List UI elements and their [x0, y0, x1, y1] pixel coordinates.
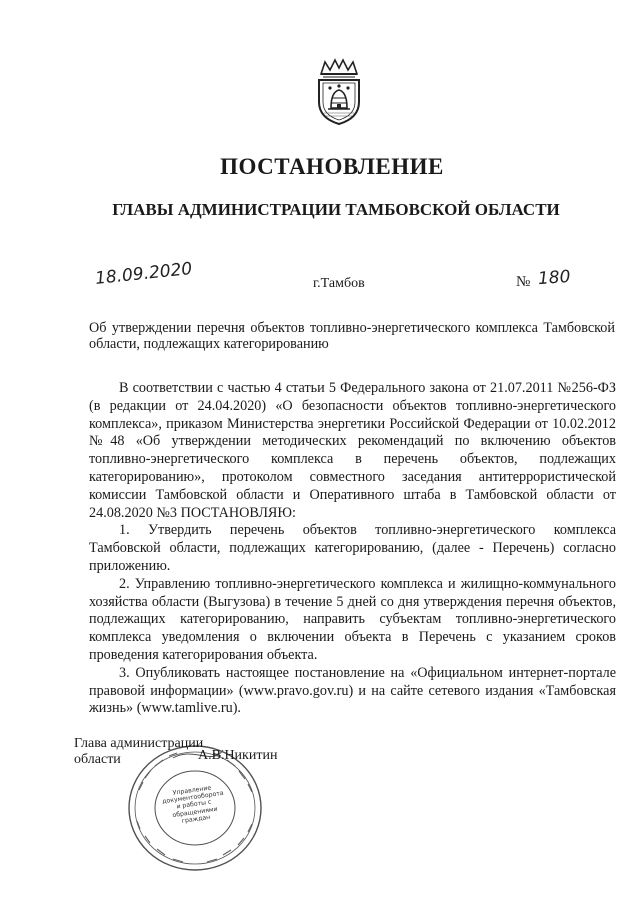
resolution-item-1: 1. Утвердить перечень объектов топливно-энергетического комплекса Тамбовской области, подлежащих категорированию, (далее - Перечень) согласно приложению.: [89, 522, 616, 574]
preamble-paragraph: В соответствии с частью 4 статьи 5 Федерального закона от 21.07.2011 №256-ФЗ (в редакции от 24.04.2020) «О безопасности объектов топливно-энергетического комплекса», приказом Министерства энергетики Российской Федерации от 10.02.2012 №48 «Об утверждении методических рекомендаций по включению объектов топливно-энергетического комплекса в перечень объектов, подлежащих категорированию», протоколом совместного заседания антитеррористической комиссии Тамбовской области и Оперативного штаба в Тамбовской области от 24.08.2020 №3 ПОСТАНОВЛЯЮ:: [89, 380, 616, 521]
signatory-name: А.В.Никитин: [198, 748, 278, 763]
signature-title-line1: Глава администрации: [74, 736, 204, 751]
document-date: 18.09.2020: [94, 258, 194, 290]
stamp-center-text: Управление документооборота и работы с обращениями граждан: [161, 784, 225, 825]
coat-of-arms-icon: [313, 58, 365, 126]
document-city: г.Тамбов: [313, 276, 365, 291]
resolution-item-3: 3. Опубликовать настоящее постановление на «Официальном интернет-портале правовой информации» (www.pravo.gov.ru) и на сайте сетевого издания «Тамбовская жизнь» (www.tamlive.ru).: [89, 664, 616, 717]
document-number-label: №: [516, 274, 531, 290]
document-number: 180: [537, 266, 572, 290]
issuer-title: ГЛАВЫ АДМИНИСТРАЦИИ ТАМБОВСКОЙ ОБЛАСТИ: [112, 200, 560, 219]
document-body: [89, 380, 616, 718]
resolution-item-2: 2. Управлению топливно-энергетического комплекса и жилищно-коммунального хозяйства области (Выгузова) в течение 5 дней со дня утверждения перечня объектов, подлежащих категорированию, направить субъектам топливно-энергетического комплекса уведомления о включении объекта в Перечень с указанием сроков проведения категорирования объекта.: [89, 575, 616, 663]
signature-title-line2: области: [74, 752, 121, 767]
document-type-title: ПОСТАНОВЛЕНИЕ: [220, 154, 444, 179]
document-subject: Об утверждении перечня объектов топливно-энергетического комплекса Тамбовской области, подлежащих категорированию: [89, 320, 615, 352]
signature-block: [74, 736, 278, 768]
